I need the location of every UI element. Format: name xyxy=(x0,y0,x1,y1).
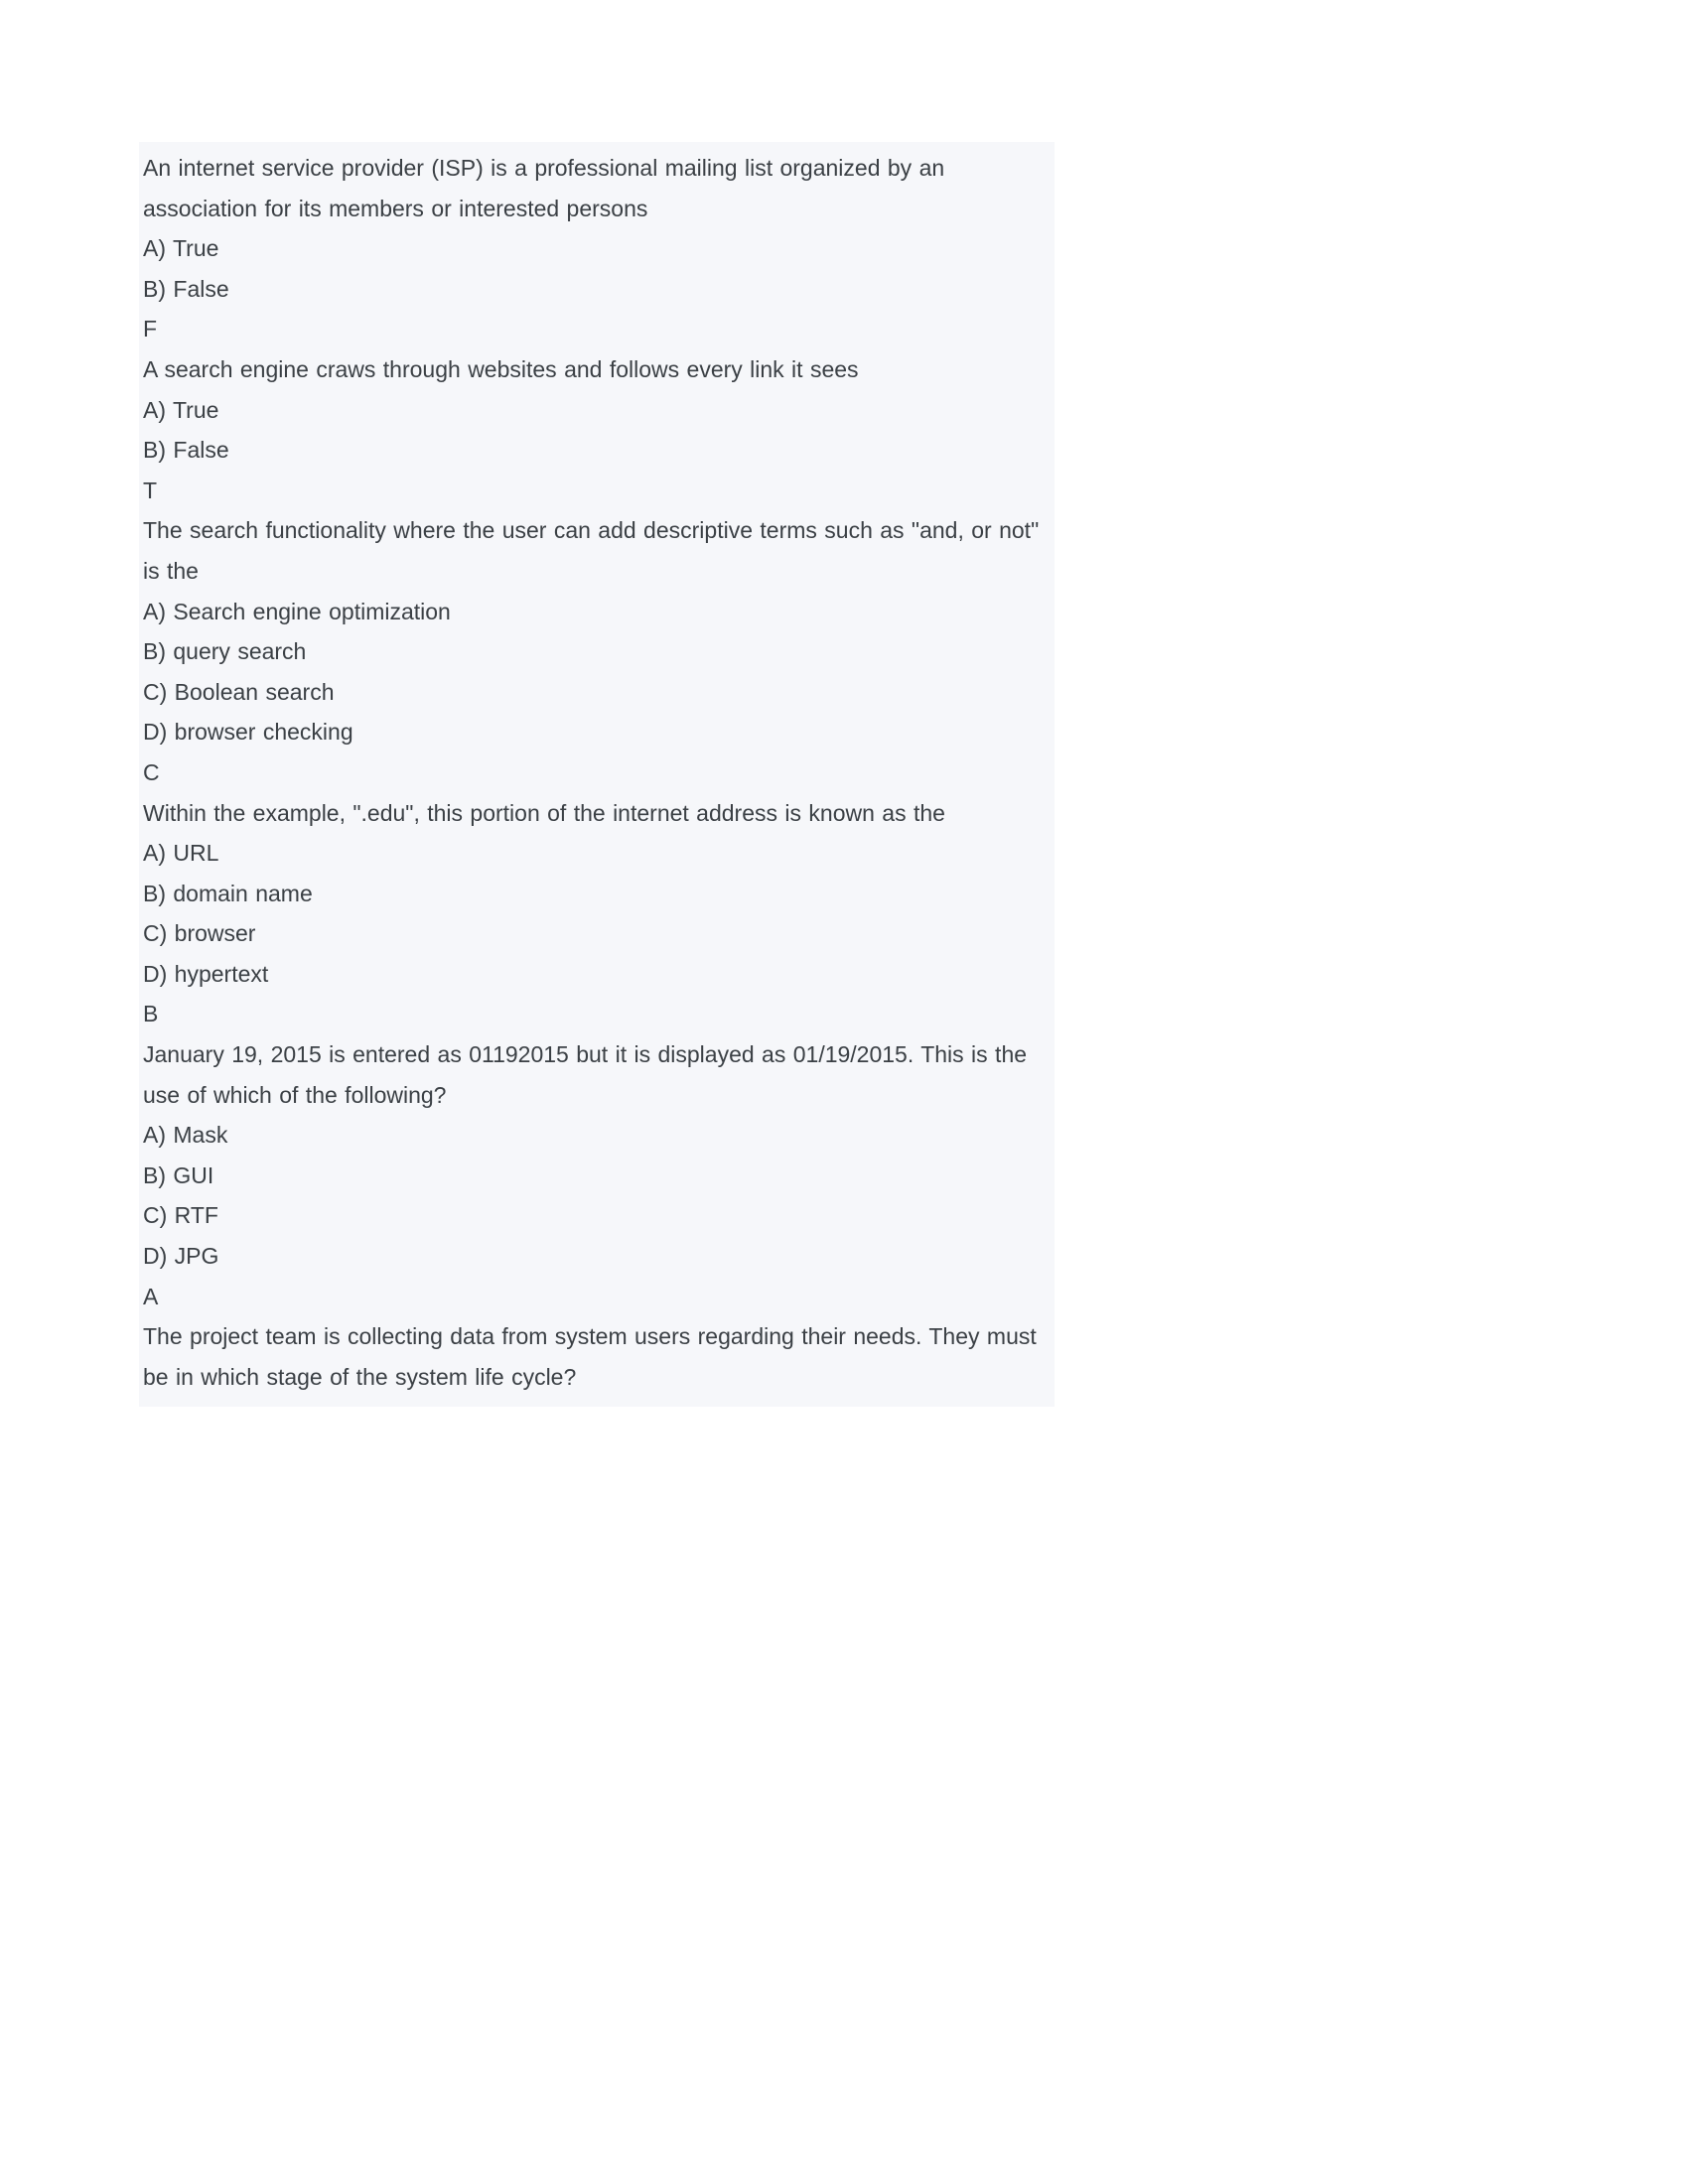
answer-option: C) Boolean search xyxy=(143,678,335,705)
question-text: The project team is collecting data from system users regarding their needs. They must be in which stage of the system life cycle? xyxy=(143,1323,1037,1390)
answer-option: B) domain name xyxy=(143,880,313,906)
question-text: The search functionality where the user can add descriptive terms such as "and, or not" is the xyxy=(143,517,1040,584)
answer-option: B) False xyxy=(143,275,229,302)
question-text: An internet service provider (ISP) is a professional mailing list organized by an association for its members or interested persons xyxy=(143,155,945,221)
answer-option: C) browser xyxy=(143,920,256,947)
answer-option: B) GUI xyxy=(143,1161,214,1188)
answer-key: A xyxy=(143,1283,159,1309)
answer-key: B xyxy=(143,1001,159,1027)
answer-key: T xyxy=(143,477,158,503)
quiz-content-block xyxy=(139,142,1055,1407)
answer-option: A) Search engine optimization xyxy=(143,598,451,624)
answer-option: B) False xyxy=(143,437,229,464)
answer-option: A) Mask xyxy=(143,1122,228,1149)
answer-option: D) browser checking xyxy=(143,719,353,746)
answer-option: D) JPG xyxy=(143,1243,219,1270)
answer-option: A) URL xyxy=(143,840,219,867)
question-text: A search engine craws through websites and follows every link it sees xyxy=(143,355,859,382)
answer-option: C) RTF xyxy=(143,1202,218,1229)
answer-option: A) True xyxy=(143,235,219,262)
answer-option: D) hypertext xyxy=(143,960,269,987)
answer-key: C xyxy=(143,758,160,785)
answer-option: B) query search xyxy=(143,638,307,665)
question-text: January 19, 2015 is entered as 01192015 but it is displayed as 01/19/2015. This is the use of which of the following? xyxy=(143,1041,1028,1108)
question-text: Within the example, ".edu", this portion of the internet address is known as the xyxy=(143,799,945,826)
answer-key: F xyxy=(143,316,158,342)
answer-option: A) True xyxy=(143,396,219,423)
